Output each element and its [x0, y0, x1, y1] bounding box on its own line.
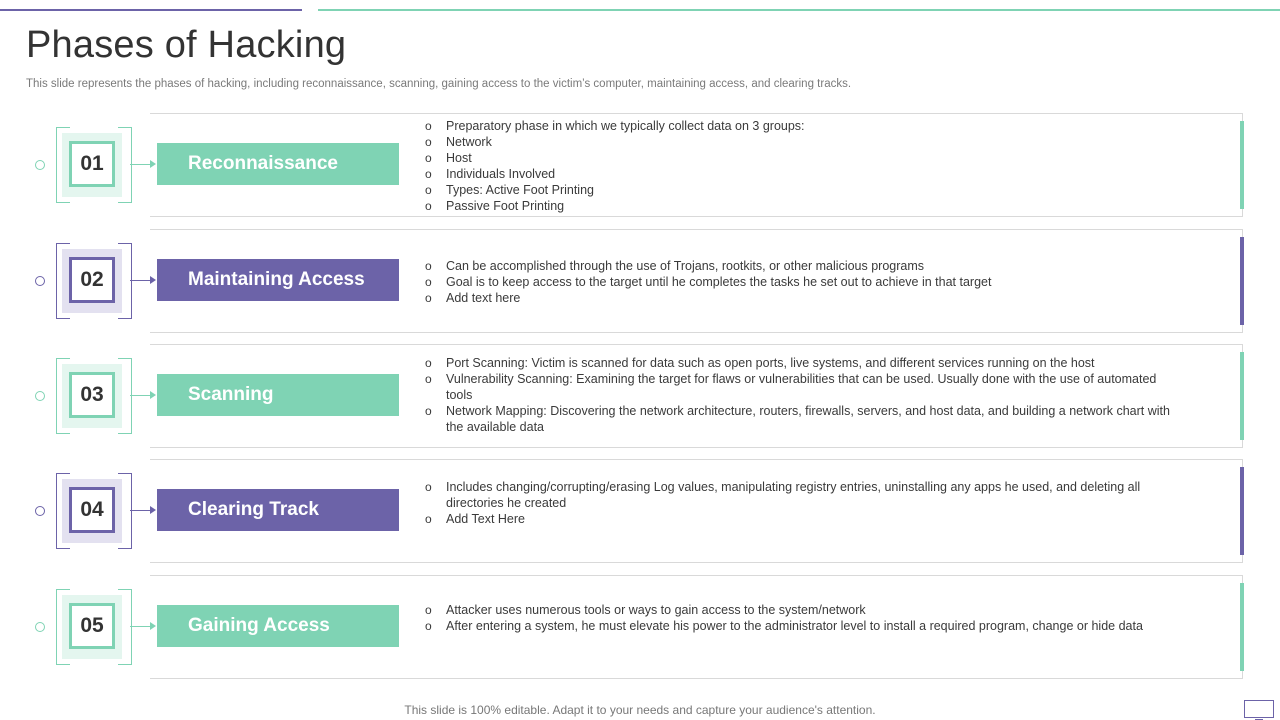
list-item — [425, 198, 1185, 214]
phase-accent-bar — [1240, 121, 1244, 209]
timeline-dot — [35, 622, 45, 632]
list-item — [425, 602, 1185, 618]
list-item — [425, 274, 1145, 290]
phase-accent-bar — [1240, 237, 1244, 325]
phase-label-box — [157, 259, 399, 301]
phase-row — [40, 459, 1243, 563]
list-item-text: Add Text Here — [446, 512, 525, 526]
presentation-icon — [1244, 700, 1274, 718]
top-rule-green — [318, 9, 1280, 11]
circle-bullet-icon: o — [425, 275, 432, 289]
circle-bullet-icon: o — [425, 291, 432, 305]
connector-line — [130, 164, 152, 165]
page-subtitle: This slide represents the phases of hacking, including reconnaissance, scanning, gaining access to the victim’s computer, maintaining access, and clearing tracks. — [26, 78, 852, 90]
arrow-icon — [150, 276, 156, 284]
phase-label-box — [157, 374, 399, 416]
circle-bullet-icon: o — [425, 167, 432, 181]
circle-bullet-icon: o — [425, 135, 432, 149]
phase-number-zone — [40, 113, 150, 217]
list-item — [425, 355, 1185, 371]
phase-label: Reconnaissance — [188, 153, 338, 174]
list-item-text: Attacker uses numerous tools or ways to gain access to the system/network — [446, 603, 866, 617]
list-item — [425, 290, 1145, 306]
list-item — [425, 618, 1185, 634]
circle-bullet-icon: o — [425, 151, 432, 165]
list-item-text: Individuals Involved — [446, 167, 556, 181]
list-item — [425, 258, 1145, 274]
circle-bullet-icon: o — [425, 119, 432, 133]
phase-description-list — [425, 258, 1145, 306]
circle-bullet-icon: o — [425, 199, 432, 213]
circle-bullet-icon: o — [425, 603, 432, 617]
circle-bullet-icon: o — [425, 356, 432, 370]
arrow-icon — [150, 506, 156, 514]
phase-label: Clearing Track — [188, 499, 319, 520]
phase-accent-bar — [1240, 583, 1244, 671]
list-item-text: Network — [446, 135, 492, 149]
list-item-text: Can be accomplished through the use of Trojans, rootkits, or other malicious programs — [446, 259, 925, 273]
list-item-text: Types: Active Foot Printing — [446, 183, 594, 197]
phase-number-badge: 04 — [69, 487, 115, 533]
circle-bullet-icon: o — [425, 404, 432, 418]
list-item — [425, 403, 1185, 435]
phase-label-box — [157, 605, 399, 647]
list-item — [425, 118, 1185, 134]
arrow-icon — [150, 160, 156, 168]
list-item-text: Host — [446, 151, 472, 165]
circle-bullet-icon: o — [425, 183, 432, 197]
phase-label: Maintaining Access — [188, 269, 365, 290]
phase-description-list — [425, 118, 1185, 214]
list-item-text: Includes changing/corrupting/erasing Log values, manipulating registry entries, uninstalling any apps he used, and deleting all directories he created — [446, 480, 1141, 510]
phase-accent-bar — [1240, 467, 1244, 555]
timeline-dot — [35, 506, 45, 516]
timeline-dot — [35, 160, 45, 170]
list-item-text: Vulnerability Scanning: Examining the target for flaws or vulnerabilities that can be used. Usually done with the use of automated tools — [446, 372, 1157, 402]
phase-description-list — [425, 355, 1185, 435]
list-item — [425, 134, 1185, 150]
phase-row — [40, 229, 1243, 333]
list-item-text: Passive Foot Printing — [446, 199, 565, 213]
phase-number-zone — [40, 459, 150, 563]
phase-label-box — [157, 489, 399, 531]
phase-number-zone — [40, 344, 150, 448]
phase-number-badge: 05 — [69, 603, 115, 649]
phase-label-box — [157, 143, 399, 185]
phase-description-list — [425, 479, 1185, 527]
phase-label: Gaining Access — [188, 615, 330, 636]
phase-label: Scanning — [188, 384, 274, 405]
arrow-icon — [150, 622, 156, 630]
phase-number-zone — [40, 575, 150, 679]
page-title: Phases of Hacking — [26, 24, 347, 66]
list-item-text: Goal is to keep access to the target until he completes the tasks he set out to achieve in that target — [446, 275, 992, 289]
list-item — [425, 511, 1185, 527]
list-item-text: Add text here — [446, 291, 521, 305]
phase-number-zone — [40, 229, 150, 333]
list-item — [425, 371, 1185, 403]
circle-bullet-icon: o — [425, 259, 432, 273]
phase-number-badge: 03 — [69, 372, 115, 418]
list-item — [425, 479, 1185, 511]
phase-row — [40, 575, 1243, 679]
arrow-icon — [150, 391, 156, 399]
circle-bullet-icon: o — [425, 512, 432, 526]
phase-row — [40, 344, 1243, 448]
circle-bullet-icon: o — [425, 619, 432, 633]
connector-line — [130, 626, 152, 627]
top-rule-purple — [0, 9, 302, 11]
phase-row — [40, 113, 1243, 217]
list-item — [425, 166, 1185, 182]
footer-note: This slide is 100% editable. Adapt it to your needs and capture your audience's attention. — [404, 703, 876, 717]
timeline-dot — [35, 391, 45, 401]
connector-line — [130, 510, 152, 511]
list-item-text: After entering a system, he must elevate his power to the administrator level to install a required program, change or hide data — [446, 619, 1143, 633]
circle-bullet-icon: o — [425, 480, 432, 494]
phase-accent-bar — [1240, 352, 1244, 440]
timeline-dot — [35, 276, 45, 286]
phase-number-badge: 01 — [69, 141, 115, 187]
phase-number-badge: 02 — [69, 257, 115, 303]
circle-bullet-icon: o — [425, 372, 432, 386]
phase-description-list — [425, 602, 1185, 634]
list-item — [425, 150, 1185, 166]
connector-line — [130, 395, 152, 396]
list-item-text: Network Mapping: Discovering the network architecture, routers, firewalls, servers, and host data, and building a network chart with the available data — [446, 404, 1170, 434]
list-item-text: Port Scanning: Victim is scanned for data such as open ports, live systems, and different services running on the host — [446, 356, 1095, 370]
list-item — [425, 182, 1185, 198]
connector-line — [130, 280, 152, 281]
list-item-text: Preparatory phase in which we typically collect data on 3 groups: — [446, 119, 805, 133]
